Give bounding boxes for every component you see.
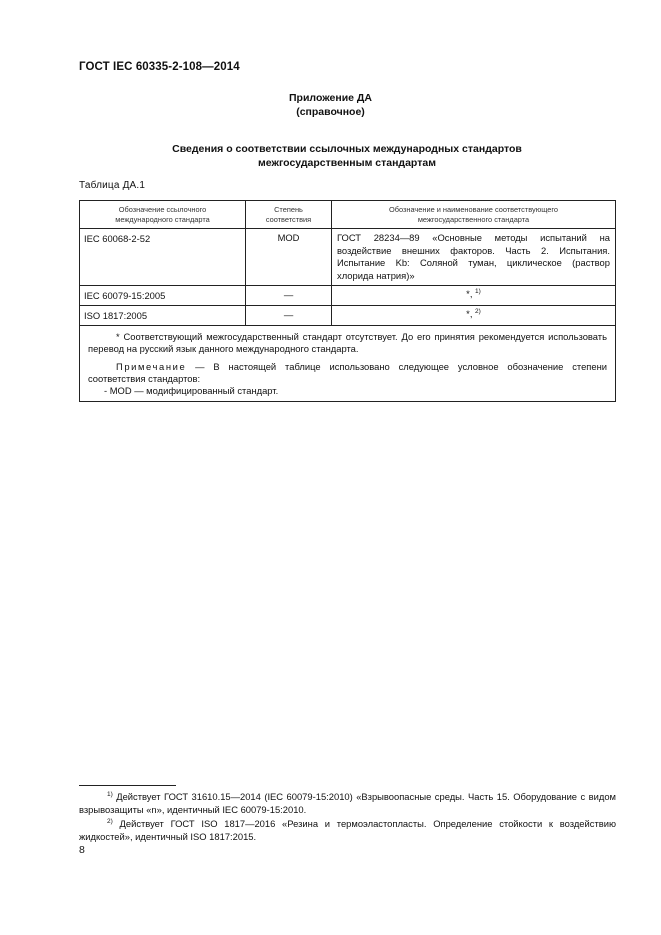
header-col3-line2: межгосударственного стандарта: [417, 214, 530, 224]
row-code: ISO 1817:2005: [80, 306, 246, 326]
header-col1-line1: Обозначение ссылочного: [118, 204, 207, 214]
table-caption: Таблица ДА.1: [79, 180, 146, 191]
footnote-ref: 2): [475, 308, 481, 315]
footnote-text: Действует ГОСТ ISO 1817—2016 «Резина и термоэластопласты. Определение стойкости к воздействию жидкостей», идентичный ISO 1817:2015.: [79, 818, 616, 842]
footnote-separator: [79, 785, 176, 786]
row-degree: MOD: [246, 229, 332, 286]
annex-kind: (справочное): [296, 106, 365, 118]
section-title-line1: Сведения о соответствии ссылочных международных стандартов: [172, 143, 522, 155]
header-cell-interstate-standard: [332, 201, 616, 229]
correspondence-table: [79, 200, 616, 402]
footnote-mark: 2): [107, 818, 113, 825]
note-label: Примечание: [116, 361, 187, 372]
header-cell-degree: [246, 201, 332, 229]
header-col3-line1: Обозначение и наименование соответствующего: [388, 204, 559, 214]
row-code: IEC 60079-15:2005: [80, 286, 246, 306]
row-code: IEC 60068-2-52: [80, 229, 246, 286]
document-code-header: ГОСТ IEC 60335-2-108—2014: [79, 61, 240, 73]
table-notes-row: [80, 326, 616, 402]
table-notes: [80, 326, 616, 402]
table-row: [80, 306, 616, 326]
note-text: — В настоящей таблице использовано следующее условное обозначение степени соответствия стандартов:: [88, 361, 607, 384]
header-cell-intl-standard: [80, 201, 246, 229]
page-number: 8: [79, 844, 85, 856]
header-col2-line1: Степень: [274, 204, 303, 214]
annex-heading: [0, 91, 661, 119]
row-name: ГОСТ 28234—89 «Основные методы испытаний на воздействие внешних факторов. Часть 2. Испытания. Испытание Kb: Соляной туман, циклическое (раствор хлорида натрия)»: [332, 229, 616, 286]
footnote-mark: 1): [107, 791, 113, 798]
table-header-row: [80, 201, 616, 229]
footnote: [79, 816, 616, 843]
table-note: [88, 361, 607, 385]
section-title-line2: межгосударственным стандартам: [258, 157, 436, 169]
star-note: * Соответствующий межгосударственный стандарт отсутствует. До его принятия рекомендуется использовать перевод на русский язык данного международного стандарта.: [88, 331, 607, 354]
table-row: [80, 229, 616, 286]
section-title: [0, 142, 661, 170]
footnote-text: Действует ГОСТ 31610.15—2014 (IEC 60079-15:2010) «Взрывоопасные среды. Часть 15. Оборудование с видом взрывозащиты «n», идентичный IEC 60079-15:2010.: [79, 791, 616, 815]
header-col1-line2: международного стандарта: [115, 214, 210, 224]
row-degree: —: [246, 286, 332, 306]
header-col2-line2: соответствия: [265, 214, 312, 224]
annex-title: Приложение ДА: [289, 92, 372, 104]
table-row: [80, 286, 616, 306]
note-item: - MOD — модифицированный стандарт.: [104, 385, 279, 396]
row-star-cell: [332, 286, 616, 306]
footnote: [79, 789, 616, 816]
footnote-ref: 1): [475, 288, 481, 295]
row-degree: —: [246, 306, 332, 326]
row-star: *,: [466, 308, 473, 320]
row-star-cell: [332, 306, 616, 326]
row-star: *,: [466, 288, 473, 300]
